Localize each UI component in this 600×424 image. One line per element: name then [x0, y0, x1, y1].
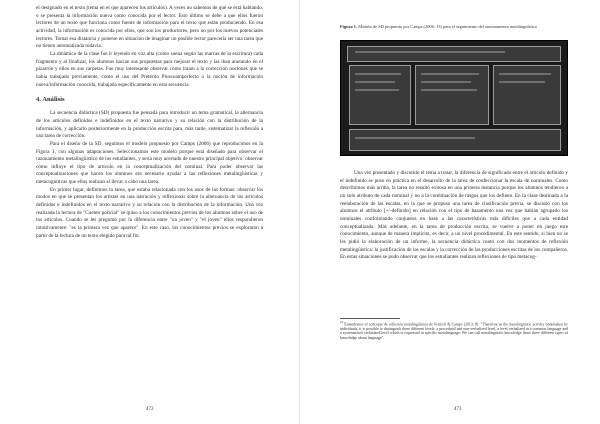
paragraph: La dinámica de la clase fue ir leyendo en voz alta (como suena según las marcas de la escritura) cada fragmento y al finalizar, los alumnos hacían sus propuestas para mejorar el texto y las iban anotando en el pizarrón y ellos en sus carpetas. Fue muy interesante observar cómo traían a la corrección nociones que se había trabajado previamente, como el uso del Pretérito Pluscuamperfecto o la noción de información nueva/información conocida, trabajada específicamente en esta secuencia.: [36, 50, 263, 88]
diagram-text-line: [499, 81, 545, 83]
page-number: 472: [146, 407, 154, 412]
footnote-marker: 19: [340, 320, 343, 324]
diagram-text-line: [355, 89, 399, 91]
right-text-column: [340, 170, 568, 262]
paragraph: La secuencia didáctica (SD) propuesta fue pensada para introducir un tema gramatical, la alternancia de los artículos definidos e indefinidos en el texto narrativo y su relación con la distribución de la información, y aplicarlo posteriormente en la producción escrita para, más tarde, sistematizar la reflexión a una tarea de corrección.: [36, 110, 263, 140]
diagram-text-line: [355, 81, 395, 83]
paragraph: Una vez presentado y discutido el tema a tratar, la diferencia de significado entre el artículo definido y el indefinido se puso en práctica en el desarrollo de la tarea de confeccionar la escala de nominales. Como describimos más arriba, la tarea no resultó exitosa en una primera instancia porque los alumnos tendieron a un solo atributo de cada nominal y no a la combinación de rasgos que los definen. En la clase destinada a la reelaboración de las escalas, en la que se propuso una tarea de clasificación previa, se discutió con los alumnos el atributo [+/-definido] en relación con el tipo de basamento una vez que habían agrupado los nominales conformando conjuntos en base a las características más difíciles que a cada entidad conceptualizada. Más adelante, en la tarea de producción escrita, se vuelve a poner en juego este conocimiento, aunque de manera implícita, es decir, a un nivel procedimental. En este sentido, si bien no se les pidió la elaboración de un informe, la secuencia didáctica contó con dos momentos de reflexión metalingüística: la justificación de las escalas y la corrección de las producciones escritas de los compañeros. En estas situaciones se pudo observar que los estudiantes realizan reflexiones de tipo metacog-: [340, 170, 568, 261]
page-number: 473: [454, 407, 462, 412]
diagram-text-line: [355, 73, 401, 75]
footnote-rule: [340, 318, 400, 319]
footnote-text: Entendemos el concepto de reflexión metalingüística de Fontich & Camps (2013: 8): "Therefore as the metalinguistic activity undertaken by individuals, it is possible to distinguish three different levels: a procedural and non-verbalized level, a level verbalized in a common language and a systematised verbalized level which is expressed in specific metalanguage. We can call metalinguistic knowledge those three different types of knowledge about language".: [340, 322, 568, 341]
right-page: [300, 0, 600, 424]
figure-label: Figura 1.: [340, 24, 358, 29]
figure-caption-text: Modelo de SD propuesto por Camps (2006: 13) para el seguimiento del razonamiento metalingüístico: [358, 24, 538, 29]
paragraph: En primer lugar, definimos la tarea, que estaba relacionada con los usos de las formas: observar los modos en que se presentan los artistas en una narración y reflexionar sobre la alternancia de los artículos definidos e indefinidos en el texto narrativo y su relación con la distribución de la información. Una vez realizada la lectura de "Cuento policial" se quiso a los conocimientos previos de los alumnos sobre el uso de los artículos. Cuando se les preguntó por la diferencia entre "un joven" y "el joven" ellos respondieron intuitivamente: "es la primera vez que aparece". En este caso, los conocimientos previos se exploraron a partir de la lectura de un texto elegido para tal fin.: [36, 186, 263, 239]
diagram-text-line: [499, 73, 551, 75]
figure-caption: [340, 24, 568, 29]
diagram-box: [349, 129, 561, 151]
footnote: [340, 320, 568, 341]
diagram-text-line: [355, 51, 505, 53]
figure-diagram-image: [340, 40, 568, 156]
diagram-text-line: [421, 73, 479, 75]
diagram-text-line: [421, 81, 471, 83]
diagram-text-line: [421, 89, 477, 91]
section-heading: 4. Análisis: [36, 96, 65, 104]
diagram-text-line: [355, 137, 475, 139]
paragraph: el designado en el texto (tema en el que aparecen los artículos). A veces no sabemos de qué se está hablando, o se presenta la información nueva como conocida por el lector. Esto último se debe a que ellos fueron lectores de un texto que funciona como fuente de información para el texto que están produciendo. En esa actividad, la información es conocida por ellos, que son los productores, pero no por los nuevos potenciales lectores. Tomar esa distancia y ponerse en situación de imaginar un posible lector parecería ser una tarea que no tienen automatizada todavía.: [36, 5, 263, 50]
diagram-box: [347, 46, 561, 62]
left-text-column: [36, 5, 263, 240]
paragraph: Para el diseño de la SD, seguimos el modelo propuesto por Camps (2006) que reproducimos en la Figura 1, con algunas adaptaciones. Seleccionamos este modelo porque está diseñado para observar el razonamiento metalingüístico de los estudiantes, y sería muy acertado de nuestro principal objetivo: observar cómo influye el tipo de artículo en la conceptualización del nominal. Para poder observar las conceptualizaciones que hacen los alumnos era necesario ayudar a las reflexiones metalingüísticas y metacognitivas que ellos realizan al llevar a cabo una tarea.: [36, 140, 263, 186]
